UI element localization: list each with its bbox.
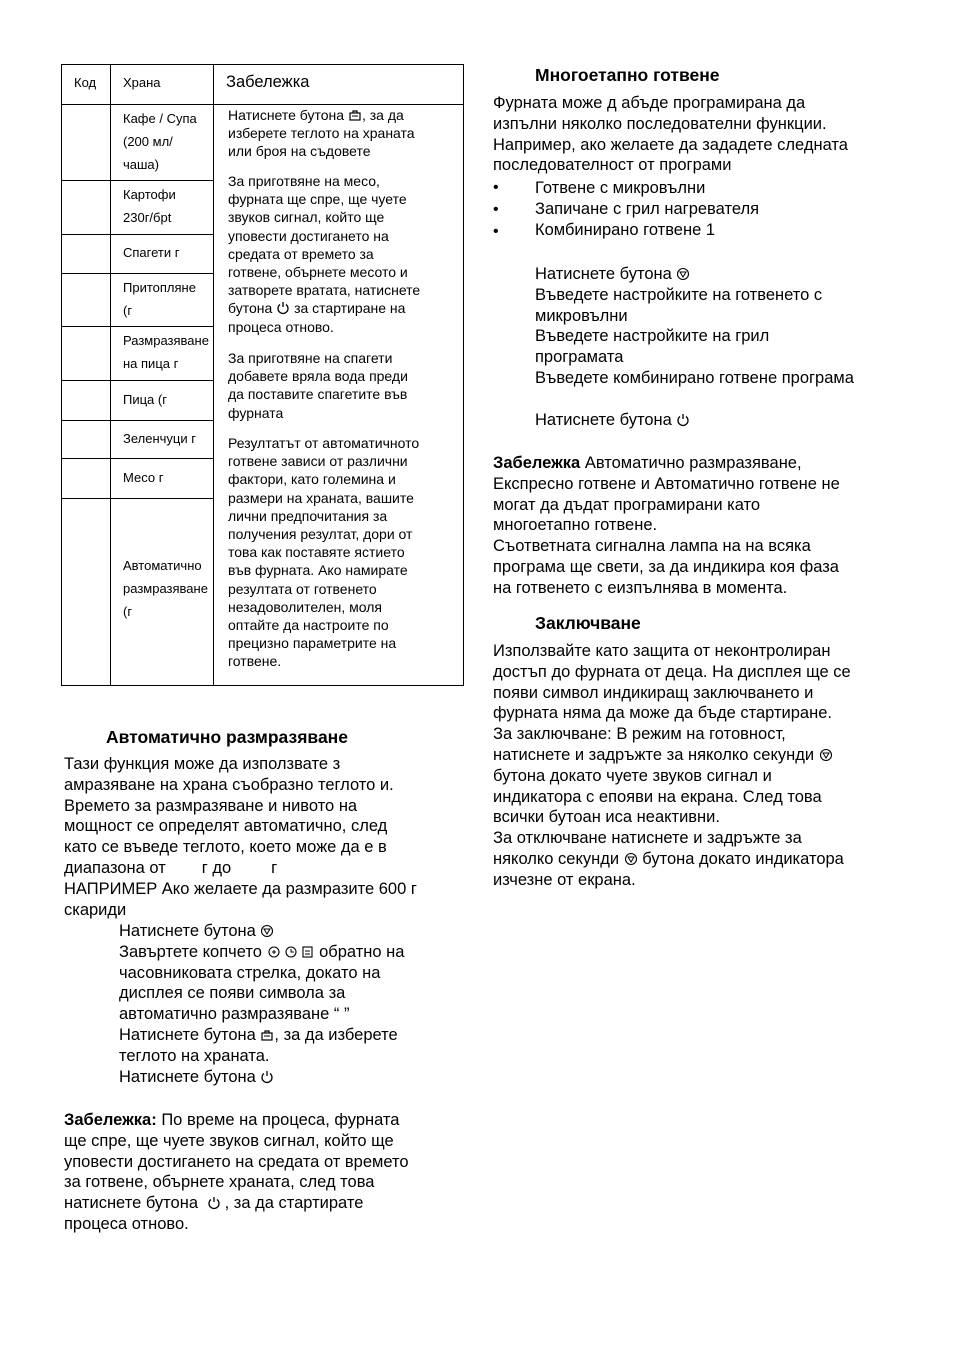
lock-text: Използвайте като защита от неконтролиран достъп до фурната от деца. На дисплея ще се появи символ индикиращ заключването и фурната няма да може да бъде стартиране. За заключване: В режим на готовност, натиснете и задръжте за няколко секунди бутона докато чуете звуков сигнал и индикатора с епояви на екрана. След това всички бутоан иса неактивни. За отключване натиснете и задръжте за няколко секунди бутона докато индикатора изчезне от екрана. [493, 642, 851, 889]
weight-icon [348, 108, 362, 122]
food-cell: Картофи 230г/бpt [111, 181, 214, 235]
header-note: Забележка [214, 65, 464, 105]
table-note-1: Натиснете бутона , за да изберете теглото на храната или броя на съдовете [228, 107, 415, 160]
start-icon [260, 1070, 274, 1084]
start-icon [276, 301, 290, 315]
list-item: Комбинирано готвене 1 [535, 220, 716, 239]
multistage-heading: Многоетапно готвене [535, 65, 720, 85]
food-cell: Кафе / Супа (200 мл/ чаша) [111, 105, 214, 181]
food-cell: Спагети г [111, 235, 214, 274]
food-cell: Размразяване на пица г [111, 327, 214, 381]
food-cell: Зеленчуци г [111, 421, 214, 459]
multistage-note: Забележка Автоматично размразяване, Експресно готвене и Автоматично готвене не могат да дъдат програмирани като многоетапно готвене. Съответната сигнална лампа на на всяка програма ще свети, за да индикира коя фаза на готвенето с еизпълнява в момента. [493, 454, 840, 597]
header-food: Храна [111, 65, 214, 105]
defrost-icon [624, 852, 638, 866]
table-note-3: За приготвяне на спагети добавете вряла вода преди да поставите спагетите във фурната [228, 350, 408, 421]
list-item: Готвене с микровълни [535, 179, 706, 197]
start-icon [676, 413, 690, 427]
auto-defrost-heading: Автоматично размразяване [106, 727, 348, 747]
multistage-bullets [535, 178, 759, 240]
food-cell: Автоматично размразяване (г [111, 499, 214, 686]
food-cell: Пица (г [111, 381, 214, 421]
defrost-icon [260, 924, 274, 938]
multistage-steps: Натиснете бутона Въведете настройките на готвенето с микровълни Въведете настройките на грил програмата Въведете комбинирано готвене програма [535, 265, 854, 387]
food-cell: Притопляне (г [111, 274, 214, 327]
list-item: Запичане с грил нагревателя [535, 199, 760, 218]
table-note-4: Резултатът от автоматичното готвене зависи от различни фактори, като големина и размери на храната, вашите лични предпочитания за получения резултат, дори от това как поставяте ястието във фурната. Ако намирате резултата от готвенето незадоволителен, моля оптайте да настроите по прецизно параметрите на готвене. [228, 435, 420, 670]
table-note-2: За приготвяне на месо, фурната ще спре, ще чуете звуков сигнал, който ще уповести достигането на средата от времето за готвене, обърнете месото и затворете вратата, натиснете бутона за стартиране на процеса отново. [228, 173, 421, 335]
food-cell: Месо г [111, 459, 214, 499]
start-icon [207, 1196, 221, 1210]
header-code: Код [62, 65, 111, 105]
multistage-intro: Фурната може д абъде програмирана да изпълни няколко последователни функции. Например, ако желаете да зададете следната последователност от програми [493, 94, 848, 175]
auto-defrost-text: Тази функция може да използвате з амразяване на храна съобразно теглото и. Времето за размразяване и нивото на мощност се определят автоматично, след като се въведе теглото, което може да е в диапазона от г до г НАПРИМЕР Ако желаете да размразите 600 г скариди [64, 755, 417, 919]
dial-icon [267, 945, 315, 959]
defrost-icon [819, 748, 833, 762]
defrost-icon [676, 267, 690, 281]
auto-defrost-note: Забележка: По време на процеса, фурната ще спре, ще чуете звуков сигнал, който ще уповести достигането на средата от времето за готвене, обърнете храната, след това натиснете бутона , за да стартирате процеса отново. [64, 1111, 409, 1233]
lock-heading: Заключване [535, 613, 641, 633]
multistage-start: Натиснете бутона [535, 410, 690, 431]
auto-defrost-steps: Натиснете бутона Завъртете копчето обратно на часовниковата стрелка, докато на дисплея се появи символа за автоматично размразяване “ ” Натиснете бутона , за да изберете теглото на храната. Натиснете бутона [119, 922, 405, 1086]
weight-icon [260, 1028, 274, 1042]
